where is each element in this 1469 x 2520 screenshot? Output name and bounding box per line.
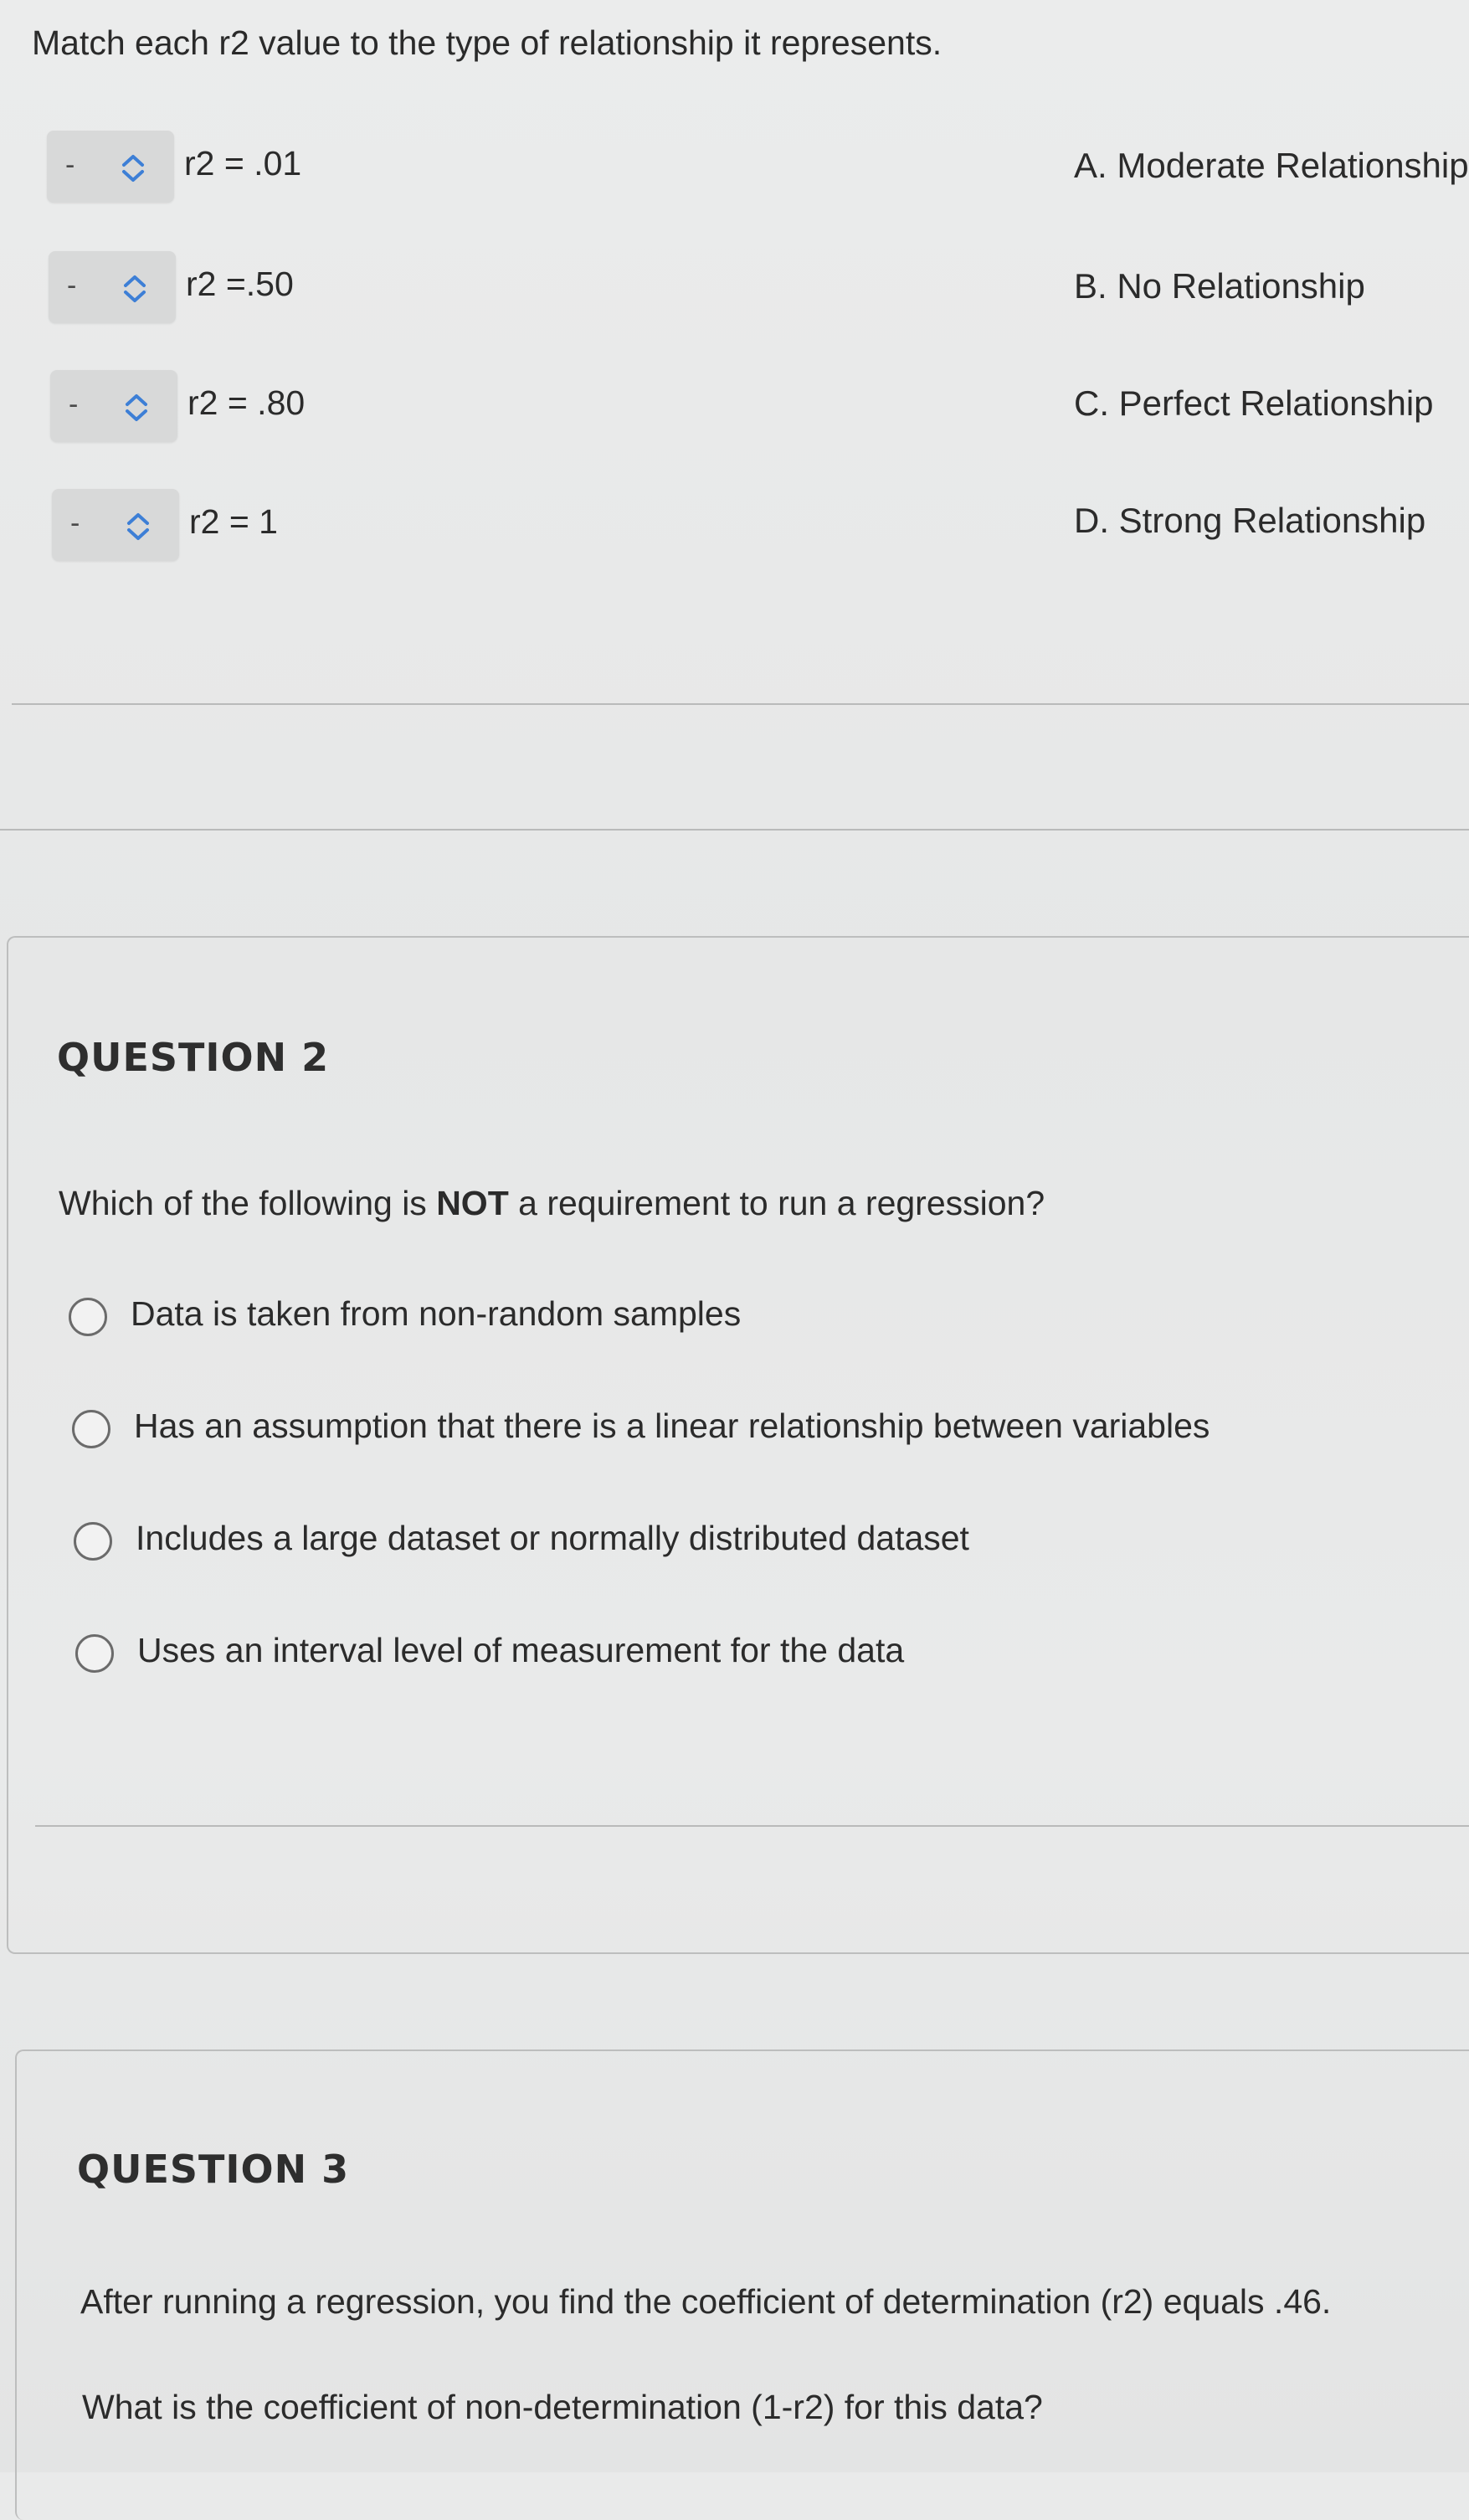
premise-label: r2 =.50 [186, 265, 294, 303]
question-1-instruction: Match each r2 value to the type of relationship it represents. [32, 23, 943, 62]
select-value: - [70, 507, 80, 539]
divider [0, 829, 1469, 831]
answer-a: A. Moderate Relationship [1074, 146, 1469, 185]
radio-circle-icon[interactable] [75, 1634, 114, 1673]
radio-circle-icon[interactable] [72, 1410, 110, 1448]
question-2-prompt [59, 1184, 1045, 1223]
prompt-text: a requirement to run a regression? [508, 1184, 1045, 1222]
match-row-1 [0, 127, 1469, 208]
premise-label: r2 = .01 [184, 144, 302, 183]
question-3-text-line-1: After running a regression, you find the coefficient of determination (r2) equals .46. [80, 2282, 1332, 2321]
match-select-2[interactable] [49, 251, 176, 323]
select-value: - [65, 149, 75, 181]
option-label: Data is taken from non-random samples [131, 1294, 742, 1333]
option-label: Has an assumption that there is a linear relationship between variables [134, 1407, 1210, 1445]
premise-label: r2 = 1 [189, 502, 278, 541]
chevron-up-down-icon [122, 390, 151, 424]
select-value: - [67, 270, 77, 301]
chevron-up-down-icon [119, 151, 147, 184]
match-select-1[interactable] [47, 131, 174, 203]
answer-c: C. Perfect Relationship [1074, 383, 1434, 423]
match-select-4[interactable] [52, 489, 179, 561]
match-row-2 [0, 248, 1469, 328]
match-row-4 [0, 486, 1469, 566]
match-select-3[interactable] [50, 370, 177, 442]
radio-circle-icon[interactable] [69, 1298, 107, 1336]
question-3-title: QUESTION 3 [77, 2147, 350, 2192]
prompt-text: Which of the following is [59, 1184, 437, 1222]
option-label: Includes a large dataset or normally distributed dataset [136, 1519, 969, 1557]
radio-circle-icon[interactable] [74, 1522, 112, 1561]
question-3-text-line-2: What is the coefficient of non-determination (1-r2) for this data? [82, 2388, 1043, 2426]
chevron-up-down-icon [124, 509, 152, 543]
divider [12, 703, 1469, 705]
select-value: - [69, 388, 79, 420]
divider [35, 1825, 1469, 1827]
prompt-emphasis: NOT [436, 1184, 509, 1222]
answer-d: D. Strong Relationship [1074, 501, 1426, 540]
match-row-3 [0, 367, 1469, 447]
answer-b: B. No Relationship [1074, 266, 1365, 306]
question-2-title: QUESTION 2 [57, 1035, 330, 1080]
option-label: Uses an interval level of measurement for the data [137, 1631, 905, 1669]
chevron-up-down-icon [121, 271, 149, 305]
premise-label: r2 = .80 [187, 383, 306, 422]
